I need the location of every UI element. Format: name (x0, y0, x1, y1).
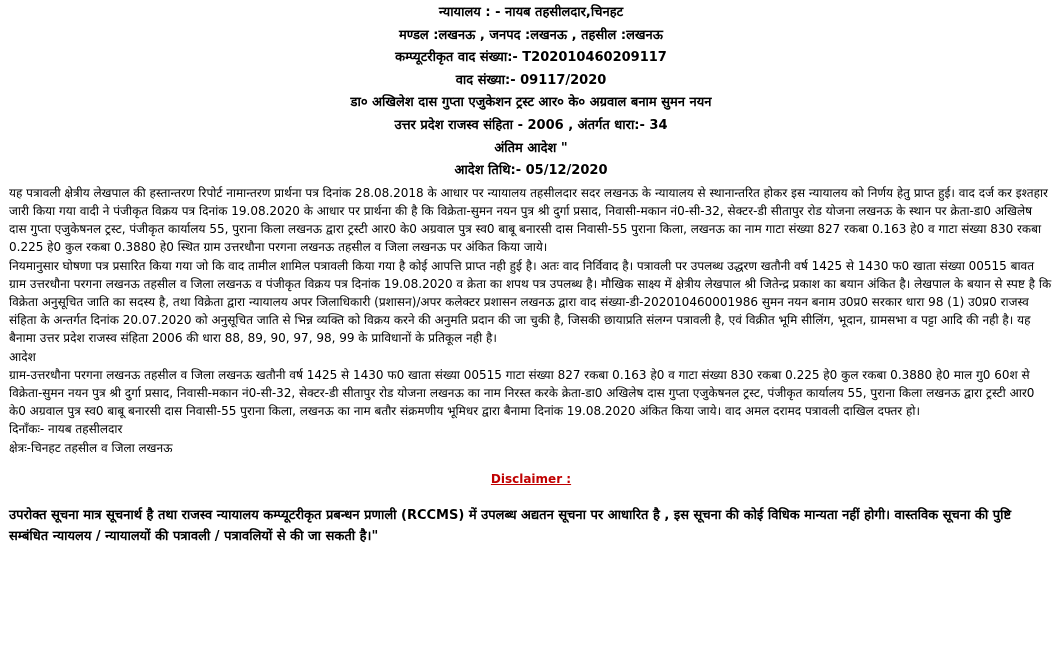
paragraph-transfer-report: यह पत्रावली क्षेत्रीय लेखपाल की हस्तान्तरण रिपोर्ट नामान्तरण प्रार्थना पत्र दिनांक 28.08.2018 के आधार पर न्यायालय तहसीलदार सदर लखनऊ के न्यायालय से स्थानान्तरित होकर इस न्यायालय को निर्णय हेतु प्राप्त हुई। वाद दर्ज कर इश्तहार जारी किया गया वादी ने पंजीकृत विक्रय पत्र दिनांक 19.08.2020 के आधार पर प्रार्थना की है कि विक्रेता-सुमन नयन पुत्र श्री दुर्गा प्रसाद, निवासी-मकान नं0-सी-32, सेक्टर-डी सीतापुर रोड योजना लखनऊ के स्थान पर क्रेता-डा0 अखिलेष दास गुप्ता एजुकेषनल ट्रस्ट, पंजीकृत कार्यालय 55, पुराना किला लखनऊ द्वारा ट्रस्टी आर0 के0 अग्रवाल पुत्र स्व0 बाबू बनारसी दास निवासी-55 पुराना किला, लखनऊ का नाम गाटा संख्या 827 रकबा 0.163 हे0 व गाटा संख्या 830 रकबा 0.225 हे0 कुल रकबा 0.3880 हे0 स्थित ग्राम उत्तरधौना परगना लखनऊ तहसील व जिला लखनऊ पर अंकित किया जाये। (9, 185, 1048, 255)
computerized-case-number: कम्प्यूटरीकृत वाद संख्या:- T202010460209117 (395, 50, 667, 66)
case-number: वाद संख्या:- 09117/2020 (455, 72, 607, 88)
paragraph-order: ग्राम-उत्तरधौना परगना लखनऊ तहसील व जिला लखनऊ खतौनी वर्ष 1425 से 1430 फ0 खाता संख्या 00515 गाटा संख्या 827 रकबा 0.163 हे0 व गाटा संख्या 830 रकबा 0.225 हे0 कुल रकबा 0.3880 हे0 माल गु0 60श से विक्रेता-सुमन नयन पुत्र श्री दुर्गा प्रसाद, निवासी-मकान नं0-सी-32, सेक्टर-डी सीतापुर रोड योजना लखनऊ का नाम निरस्त करके क्रेता-डा0 अखिलेष दास गुप्ता एजुकेषनल ट्रस्ट, पंजीकृत कार्यालय 55, पुराना किला लखनऊ द्वारा ट्रस्टी आर0 के0 अग्रवाल पुत्र स्व0 बाबू बनारसी दास निवासी-55 पुराना किला, लखनऊ का नाम बतौर संक्रमणीय भूमिधर द्वारा बैनामा दिनांक 19.08.2020 अंकित किया जाये। वाद अमल दरामद पत्रावली दाखिल दफ्तर हो। (9, 367, 1035, 419)
signature-line: दिनॉंकः- नायब तहसीलदार (9, 422, 123, 437)
paragraph-findings: नियमानुसार घोषणा पत्र प्रसारित किया गया जो कि वाद तामील शामिल पत्रावली किया गया है कोई आपत्ति प्राप्त नही हुई है। अतः वाद निर्विवाद है। पत्रावली पर उपलब्ध उद्धरण खतौनी वर्ष 1425 से 1430 फ0 खाता संख्या 00515 बावत ग्राम उत्तरधौना परगना लखनऊ तहसील व जिला लखनऊ व पंजीकृत विक्रय पत्र दिनांक 19.08.2020 व क्रेता का शपथ पत्र उपलब्ध है। मौखिक साक्ष्य में क्षेत्रीय लेखपाल श्री जितेन्द्र प्रकाश का बयान अंकित है। लेखपाल के बयान से स्पष्ट है कि विक्रेता अनुसूचित जाति का सदस्य है, तथा विक्रेता द्वारा न्यायालय अपर जिलाधिकारी (प्रशासन)/अपर कलेक्टर प्रशासन लखनऊ द्वारा वाद संख्या-डी-202010460001986 सुमन नयन बनाम उ0प्र0 सरकार धारा 98 (1) उ0प्र0 राजस्व संहिता के अन्तर्गत दिनांक 20.07.2020 को अनुसूचित जाति से भिन्न व्यक्ति को विक्रय करने की अनुमति प्रदान की जा चुकी है, जिसकी छायाप्रति संलग्न पत्रावली है, एवं विक्रीत भूमि सीलिंग, भूदान, ग्रामसभा व पट्टा आदि की नही है। यह बैनामा उत्तर प्रदेश राजस्व संहिता 2006 की धारा 88, 89, 90, 97, 98, 99 के प्राविधानों के प्रतिकूल नही है। (9, 258, 1052, 346)
order-body (9, 184, 1053, 457)
court-name: न्यायालय : - नायब तहसीलदार,चिनहट (438, 5, 624, 20)
jurisdiction-line: क्षेत्रः-चिनहट तहसील व जिला लखनऊ (9, 440, 173, 455)
disclaimer-text: उपरोक्त सूचना मात्र सूचनार्थ है तथा राजस्व न्यायालय कम्प्यूटरीकृत प्रबन्धन प्रणाली (RCCMS) में उपलब्ध अद्यतन सूचना पर आधारित है , इस सूचना की कोई विधिक मान्यता नहीं होगी। वास्तविक सूचना की पुष्टि सम्बंधित न्यायलय / न्यायालयों की पत्रावली / पत्रावलियों से की जा सकती है।" (9, 507, 1012, 544)
case-parties: डा० अखिलेश दास गुप्ता एजुकेशन ट्रस्ट आर० के० अग्रवाल बनाम सुमन नयन (350, 95, 712, 111)
division-line: मण्डल :लखनऊ , जनपद :लखनऊ , तहसील :लखनऊ (399, 27, 663, 43)
order-date: आदेश तिथि:- 05/12/2020 (454, 163, 608, 179)
disclaimer-title: Disclaimer : (490, 471, 572, 486)
order-header (9, 2, 1053, 183)
act-section: उत्तर प्रदेश राजस्व संहिता - 2006 , अंतर्गत धारा:- 34 (394, 117, 668, 133)
order-type: अंतिम आदेश " (494, 140, 568, 156)
order-heading: आदेश (9, 349, 36, 364)
